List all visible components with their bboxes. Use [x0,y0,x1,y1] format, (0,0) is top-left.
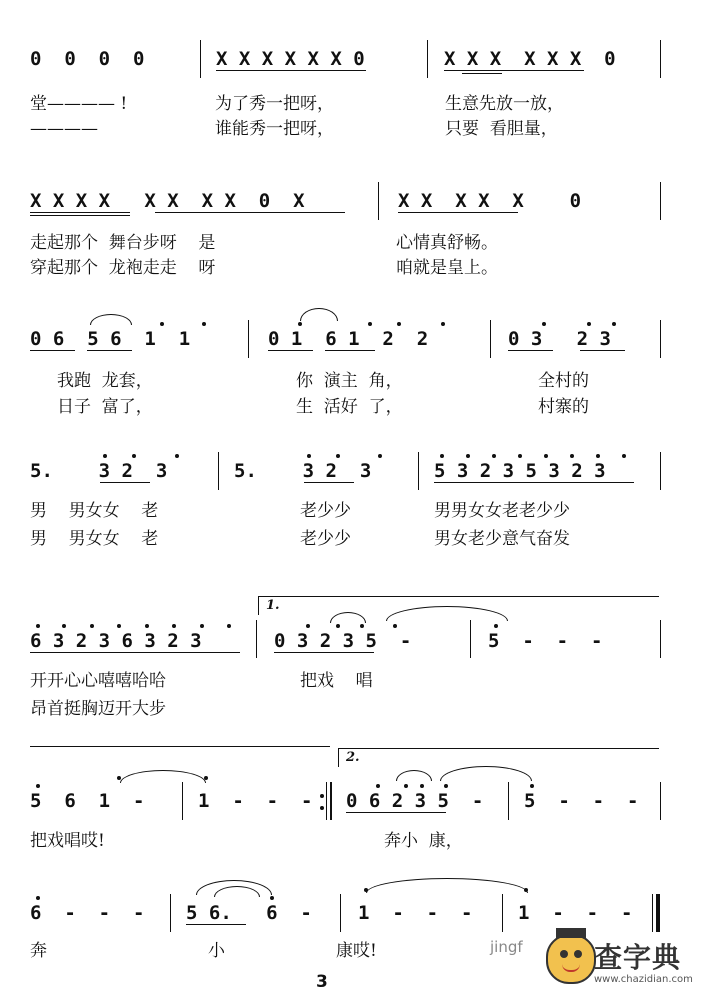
octave-dot [307,454,311,458]
barline [248,320,249,358]
barline [378,182,379,220]
smile-icon [562,964,580,972]
measure-notes: 5 - - - [524,790,639,812]
barline [660,40,661,78]
measure-notes: 5 6 1 - [30,790,145,812]
octave-dot [336,624,340,628]
beam-underline [30,215,130,216]
lyric-line: 你 演主 角， [296,371,403,391]
beam-underline [100,482,150,483]
barline [170,894,171,932]
lyric-line: ———— [30,119,98,139]
volta-continuation [30,746,330,747]
barline [218,452,219,490]
barline [418,452,419,490]
slur [440,766,532,781]
octave-dot [132,454,136,458]
lyric-line: 生 活好 了， [296,397,403,417]
octave-dot [202,322,206,326]
octave-dot [103,454,107,458]
barline [660,320,661,358]
octave-dot [36,784,40,788]
octave-dot [160,322,164,326]
octave-dot [492,454,496,458]
octave-dot [622,454,626,458]
lyric-line: 老少少 [300,529,351,549]
octave-dot [145,624,149,628]
octave-dot [404,784,408,788]
octave-dot [336,454,340,458]
watermark-brand: 查字典 [594,941,682,974]
octave-dot [360,624,364,628]
beam-underline [325,350,375,351]
eye-icon [560,950,568,958]
final-barline-thick [656,894,660,932]
octave-dot [587,322,591,326]
beam-underline [346,812,446,813]
octave-dot [440,454,444,458]
repeat-barline-thick [330,782,332,820]
octave-dot [596,454,600,458]
measure-notes: 0 3 2 3 [508,328,611,350]
beam-underline [186,924,246,925]
measure-notes: 0 6 2 3 5 - [346,790,484,812]
measure-notes: 1 - - - [358,902,473,924]
measure-notes: 0 6 5 6 1 1 [30,328,191,350]
octave-dot [494,624,498,628]
lyric-line: 只要 看胆量， [445,119,558,139]
lyric-line: 谁能秀一把呀， [215,119,334,139]
lyric-line: 开开心心嘻嘻哈哈 [30,671,166,691]
lyric-line: 我跑 龙套， [57,371,153,391]
octave-dot [612,322,616,326]
beam-underline [434,482,634,483]
lyric-line: 康哎! [336,941,377,961]
octave-dot [420,784,424,788]
beam-underline [30,212,130,213]
measure-notes: 0 1 6 1 2 2 [268,328,429,350]
measure-notes: X X X X X 0 [398,190,582,212]
beam-underline [508,350,553,351]
lyric-line: 男 男女女 老 [30,529,159,549]
lyric-line: 堂———— ! [30,94,128,114]
repeat-dot [320,794,324,798]
lyric-line: 日子 富了， [57,397,153,417]
volta-number: 2. [346,750,360,765]
octave-dot [270,896,274,900]
lyric-line: 把戏 唱 [300,671,373,691]
barline [256,620,257,658]
beam-underline [30,350,75,351]
lyric-line: 奔小 康， [384,831,463,851]
lyric-line: 穿起那个 龙袍走走 呀 [30,258,216,278]
octave-dot [62,624,66,628]
barline [660,620,661,658]
barline [200,40,201,78]
beam-underline [304,482,354,483]
beam-underline [274,652,374,653]
volta-number: 1. [266,598,280,613]
eye-icon [574,950,582,958]
beam-underline [462,73,502,74]
octave-dot [36,624,40,628]
octave-dot [570,454,574,458]
octave-dot [542,322,546,326]
repeat-dot [320,806,324,810]
lyric-line: 咱就是皇上。 [396,258,498,278]
beam-underline [30,652,240,653]
octave-dot [36,896,40,900]
octave-dot [376,784,380,788]
barline [660,452,661,490]
octave-dot [227,624,231,628]
measure-notes: 0 0 0 0 [30,48,145,70]
barline [470,620,471,658]
octave-dot [90,624,94,628]
measure-notes: 0 3 2 3 5 - [274,630,412,652]
lyric-line: 村寨的 [538,397,589,417]
measure-notes: 5. 3 2 3 [234,460,372,482]
octave-dot [298,322,302,326]
lyric-line: 心情真舒畅。 [396,233,498,253]
measure-notes: 1 - - - [518,902,633,924]
octave-dot [368,322,372,326]
lyric-line: 生意先放一放， [445,94,564,114]
beam-underline [268,350,313,351]
measure-notes: 5 3 2 3 5 3 2 3 [434,460,606,482]
lyric-line: 老少少 [300,501,351,521]
lyric-line: 为了秀一把呀， [215,94,334,114]
measure-notes: 6 - - - [30,902,145,924]
lyric-line: 男女老少意气奋发 [434,529,570,549]
octave-dot [200,624,204,628]
slur [90,314,132,325]
beam-underline [398,212,518,213]
barline [508,782,509,820]
lyric-line: 昂首挺胸迈开大步 [30,699,166,719]
measure-notes: X X X X X X 0 [216,48,365,70]
octave-dot [444,784,448,788]
octave-dot [393,624,397,628]
final-barline [652,894,653,932]
beam-underline [155,212,345,213]
beam-underline [87,350,132,351]
octave-dot [466,454,470,458]
mascot-icon [546,934,596,984]
page-number: 3 [316,972,328,992]
watermark-url: www.chazidian.com [594,974,693,985]
octave-dot [441,322,445,326]
octave-dot [306,624,310,628]
measure-notes: X X X X X X X X 0 X [30,190,305,212]
beam-underline [580,350,625,351]
octave-dot [117,624,121,628]
octave-dot [530,784,534,788]
measure-notes: X X X X X X 0 [444,48,616,70]
barline [427,40,428,78]
barline [340,894,341,932]
measure-notes: 1 - - - [198,790,313,812]
beam-underline [216,70,366,71]
measure-notes: 5. 3 2 3 [30,460,168,482]
lyric-line: 奔 [30,941,47,961]
measure-notes: 5 - - - [488,630,603,652]
lyric-line: 男男女女老老少少 [434,501,570,521]
lyric-line: 男 男女女 老 [30,501,159,521]
barline [502,894,503,932]
slur [120,770,206,783]
lyric-line: 全村的 [538,371,589,391]
octave-dot [397,322,401,326]
volta-bracket [338,748,659,767]
measure-notes: 5 6. 6 - [186,902,312,924]
lyric-line: 把戏唱哎! [30,831,105,851]
watermark-prefix: jingf [490,938,523,956]
graduation-cap-icon [556,928,586,938]
lyric-line: 小 [208,941,225,961]
watermark [490,928,702,997]
barline [660,182,661,220]
octave-dot [175,454,179,458]
measure-notes: 6 3 2 3 6 3 2 3 [30,630,202,652]
barline [490,320,491,358]
slur [300,308,338,321]
barline [660,782,661,820]
octave-dot [544,454,548,458]
repeat-barline [326,782,327,820]
beam-underline [444,70,584,71]
octave-dot [378,454,382,458]
octave-dot [172,624,176,628]
barline [182,782,183,820]
octave-dot [518,454,522,458]
slur [396,770,432,781]
lyric-line: 走起那个 舞台步呀 是 [30,233,216,253]
slur [366,878,528,893]
